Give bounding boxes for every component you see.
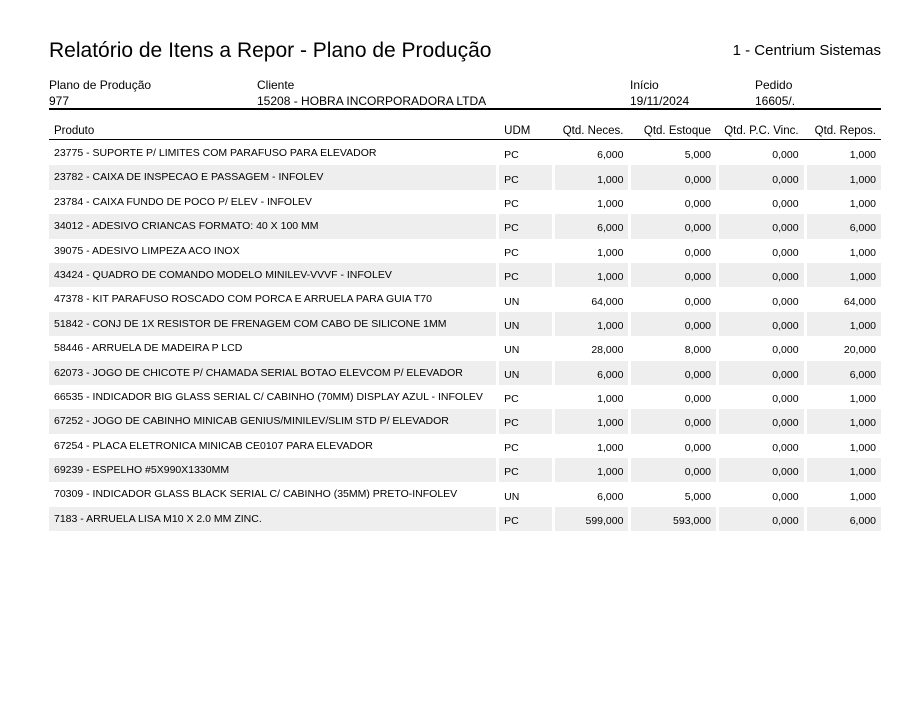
cell-qtd-repos: 1,000 [849,246,876,259]
cell-qtd-estoque: 0,000 [631,409,716,433]
cell-qtd-neces: 1,000 [597,393,624,406]
cell-udm: UN [504,295,520,308]
cell-qtd-estoque: 0,000 [684,295,712,308]
cell-produto: 58446 - ARRUELA DE MADEIRA P LCD [54,342,243,355]
table-body [49,141,881,531]
cell-produto: 43424 - QUADRO DE COMANDO MODELO MINILEV-VVVF - INFOLEV [49,263,496,287]
cell-qtd-estoque: 0,000 [684,197,712,210]
cell-qtd-pc-vinc: 0,000 [719,165,804,189]
cell-udm: PC [499,165,552,189]
table-row [49,141,881,165]
cell-produto: 51842 - CONJ DE 1X RESISTOR DE FRENAGEM COM CABO DE SILICONE 1MM [49,312,496,336]
cell-qtd-neces: 1,000 [597,246,624,259]
cell-qtd-pc-vinc: 0,000 [772,197,799,210]
cell-qtd-neces: 6,000 [597,490,624,503]
pedido-value: 16605/. [755,94,796,108]
cell-qtd-repos: 1,000 [807,165,881,189]
cell-udm: UN [504,344,520,357]
cell-qtd-pc-vinc: 0,000 [772,490,799,503]
cell-qtd-repos: 6,000 [807,507,881,531]
meta-pedido [755,78,795,108]
cell-qtd-estoque: 0,000 [631,312,716,336]
cell-produto: 47378 - KIT PARAFUSO ROSCADO COM PORCA E ARRUELA PARA GUIA T70 [54,293,432,306]
cell-qtd-neces: 599,000 [555,507,628,531]
cell-qtd-pc-vinc: 0,000 [719,507,804,531]
table-row [49,263,881,287]
cell-produto: 23782 - CAIXA DE INSPECAO E PASSAGEM - INFOLEV [49,165,496,189]
table-row [49,434,881,458]
cell-qtd-repos: 1,000 [849,490,876,503]
cell-qtd-neces: 1,000 [597,197,624,210]
plano-value: 977 [49,94,70,108]
meta-inicio [630,78,689,108]
cell-udm: PC [499,458,552,482]
report-title: Relatório de Itens a Repor - Plano de Produção [49,39,492,62]
cell-qtd-estoque: 5,000 [684,490,712,503]
col-qtd-neces: Qtd. Neces. [562,125,624,137]
col-produto: Produto [54,125,95,137]
plano-label: Plano de Produção [49,78,152,92]
cell-udm: UN [504,490,520,503]
cell-qtd-repos: 1,000 [849,393,876,406]
col-qtd-pc-vinc: Qtd. P.C. Vinc. [724,125,799,137]
cell-udm: PC [499,409,552,433]
inicio-label: Início [630,78,659,92]
table-row [49,312,881,336]
cell-qtd-estoque: 0,000 [631,214,716,238]
cell-qtd-pc-vinc: 0,000 [719,312,804,336]
cell-qtd-pc-vinc: 0,000 [719,263,804,287]
table-header-row [49,121,881,141]
col-qtd-estoque: Qtd. Estoque [643,125,712,137]
cell-qtd-repos: 1,000 [849,149,876,162]
company-name: 1 - Centrium Sistemas [732,42,881,59]
cell-qtd-estoque: 0,000 [684,246,712,259]
cell-qtd-estoque: 0,000 [684,393,712,406]
cell-udm: PC [504,197,519,210]
cell-produto: 23784 - CAIXA FUNDO DE POCO P/ ELEV - INFOLEV [54,195,312,208]
cell-qtd-repos: 20,000 [843,344,876,357]
col-udm: UDM [504,125,531,137]
cell-produto: 66535 - INDICADOR BIG GLASS SERIAL C/ CABINHO (70MM) DISPLAY AZUL - INFOLEV [54,390,483,403]
cell-qtd-repos: 1,000 [807,312,881,336]
cell-qtd-pc-vinc: 0,000 [719,409,804,433]
table-row [49,239,881,263]
cell-qtd-neces: 28,000 [591,344,624,357]
meta-cliente [257,78,486,108]
cell-qtd-neces: 6,000 [597,149,624,162]
cell-qtd-estoque: 0,000 [684,441,712,454]
cell-produto: 67252 - JOGO DE CABINHO MINICAB GENIUS/MINILEV/SLIM STD P/ ELEVADOR [49,409,496,433]
cell-udm: PC [504,441,519,454]
cell-qtd-repos: 64,000 [843,295,876,308]
inicio-value: 19/11/2024 [630,94,690,108]
cell-qtd-pc-vinc: 0,000 [772,441,799,454]
cell-qtd-neces: 6,000 [555,214,628,238]
cell-udm: PC [499,214,552,238]
cell-udm: PC [504,149,519,162]
cell-qtd-estoque: 593,000 [631,507,716,531]
table-row [49,214,881,238]
cell-qtd-estoque: 0,000 [631,361,716,385]
cell-qtd-neces: 1,000 [555,312,628,336]
cliente-label: Cliente [257,78,295,92]
cell-qtd-repos: 6,000 [807,361,881,385]
cell-qtd-neces: 64,000 [591,295,624,308]
cell-produto: 7183 - ARRUELA LISA M10 X 2.0 MM ZINC. [49,507,496,531]
cell-qtd-repos: 1,000 [807,263,881,287]
cell-qtd-estoque: 0,000 [631,263,716,287]
cell-qtd-repos: 1,000 [849,197,876,210]
cell-produto: 67254 - PLACA ELETRONICA MINICAB CE0107 PARA ELEVADOR [54,439,373,452]
cell-qtd-estoque: 5,000 [684,149,712,162]
cell-qtd-estoque: 8,000 [684,344,712,357]
cell-qtd-pc-vinc: 0,000 [772,393,799,406]
cell-qtd-pc-vinc: 0,000 [772,246,799,259]
pedido-label: Pedido [755,78,793,92]
cell-qtd-pc-vinc: 0,000 [772,344,799,357]
cell-produto: 70309 - INDICADOR GLASS BLACK SERIAL C/ CABINHO (35MM) PRETO-INFOLEV [54,488,458,501]
meta-plano [49,78,151,108]
table-row [49,287,881,311]
cell-produto: 34012 - ADESIVO CRIANCAS FORMATO: 40 X 100 MM [49,214,496,238]
cell-qtd-repos: 1,000 [807,458,881,482]
cell-qtd-estoque: 0,000 [631,458,716,482]
cell-udm: PC [504,246,519,259]
cell-qtd-neces: 1,000 [555,458,628,482]
cell-qtd-neces: 1,000 [597,441,624,454]
cell-qtd-neces: 1,000 [555,263,628,287]
table-row [49,165,881,189]
cell-qtd-pc-vinc: 0,000 [772,149,799,162]
cell-produto: 69239 - ESPELHO #5X990X1330MM [49,458,496,482]
table-row [49,409,881,433]
cell-qtd-neces: 1,000 [555,165,628,189]
cell-qtd-estoque: 0,000 [631,165,716,189]
cell-udm: UN [499,312,552,336]
cell-udm: PC [504,393,519,406]
cell-produto: 39075 - ADESIVO LIMPEZA ACO INOX [54,244,240,257]
cell-qtd-neces: 6,000 [555,361,628,385]
table-row [49,336,881,360]
cell-qtd-pc-vinc: 0,000 [719,458,804,482]
cell-qtd-neces: 1,000 [555,409,628,433]
col-qtd-repos: Qtd. Repos. [814,125,876,137]
table-row [49,482,881,506]
table-row [49,507,881,531]
cell-qtd-repos: 1,000 [807,409,881,433]
header-divider [49,108,881,110]
table-row [49,361,881,385]
cell-qtd-pc-vinc: 0,000 [719,214,804,238]
items-table [46,121,884,531]
cell-udm: UN [499,361,552,385]
table-row [49,385,881,409]
table-row [49,458,881,482]
cell-qtd-repos: 1,000 [849,441,876,454]
cell-produto: 23775 - SUPORTE P/ LIMITES COM PARAFUSO PARA ELEVADOR [54,147,377,159]
table-row [49,190,881,214]
cell-udm: PC [499,263,552,287]
cliente-value: 15208 - HOBRA INCORPORADORA LTDA [257,94,487,108]
cell-qtd-pc-vinc: 0,000 [772,295,799,308]
cell-qtd-pc-vinc: 0,000 [719,361,804,385]
cell-udm: PC [499,507,552,531]
cell-qtd-repos: 6,000 [807,214,881,238]
cell-produto: 62073 - JOGO DE CHICOTE P/ CHAMADA SERIAL BOTAO ELEVCOM P/ ELEVADOR [49,361,496,385]
